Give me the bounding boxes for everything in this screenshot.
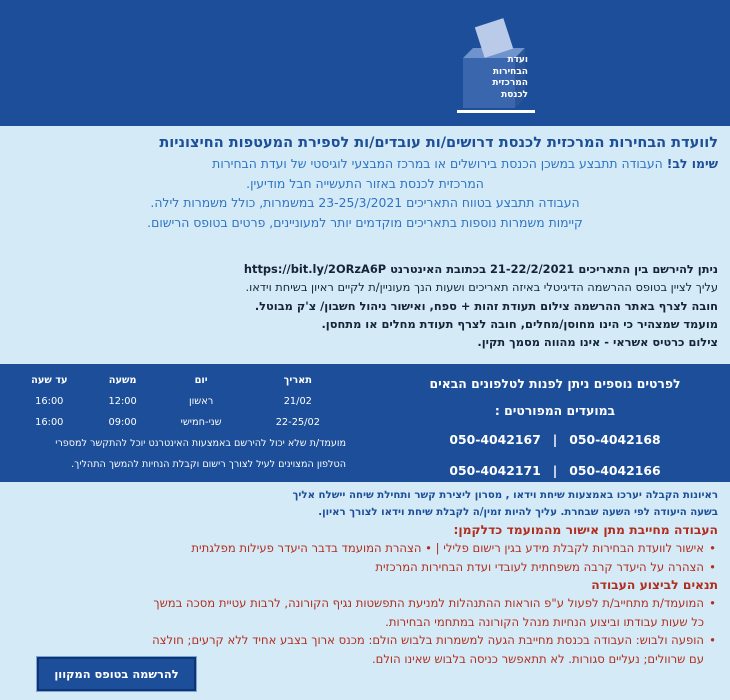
schedule-header-row [8, 370, 348, 391]
phone-row [394, 455, 716, 486]
logo-line: לכנסת [501, 89, 528, 100]
schedule-cell: 09:00 [108, 417, 137, 428]
registration-link[interactable]: https://bit.ly/2ORzA6P [243, 262, 387, 276]
phone-number[interactable]: 050-4042166 [569, 463, 661, 478]
schedule-note: מועמד/ת שלא יכול להירשם באמצעות האינטרנט יוכל להתקשר למספרי [55, 438, 346, 449]
list-item: כל שעות עבודתו וביצוע הנחיות מנהל הקורונה במתחמי הבחירות. [385, 614, 704, 629]
phone-row [394, 424, 716, 455]
warn-label: שימו לב! [666, 156, 718, 171]
intro-section [12, 132, 718, 232]
registration-section [12, 260, 718, 351]
requirements-heading: העבודה מחייבת מתן אישור מהמועמד כדלקמן: [453, 523, 718, 537]
list-item: • המועמד/ת מתחייב/ת לפעול ע"פ הוראות ההתנהלות למניעת התפשטות נגיף הקורונה, לרבות עטיית מסכה במשך [12, 594, 718, 613]
schedule-cell: 22-25/02 [275, 417, 320, 428]
interview-line: בשעה היעודה לפי השעה שבחרת. עליך להיות זמין/ה לקבלת שיחת וידאו לצורך ראיון. [318, 506, 718, 518]
intro-line: המרכזית לכנסת באזור התעשייה חבל מודיעין. [246, 175, 484, 191]
schedule-cell: 12:00 [108, 396, 137, 407]
phone-heading: לפרטים נוספים ניתן לפנות לטלפונים הבאים [429, 376, 681, 391]
list-item: • הופעה ולבוש: העבודה בכנסת מחייבת הגעה למשמרות בלבוש הולם: מכנס ארוך בצבע אחיד ללא קרעים; חולצה [12, 631, 718, 650]
logo-text [492, 55, 528, 101]
schedule-row [8, 412, 348, 433]
phone-number[interactable]: 050-4042171 [449, 463, 541, 478]
contact-box [0, 364, 730, 482]
logo-line: ועדת [507, 55, 528, 65]
schedule-cell: 21/02 [283, 396, 312, 407]
list-item: עם שרוולים; נעליים סגורות. לא תתאפשר כניסה בלבוש שאינו הולם. [371, 651, 704, 666]
phone-list [394, 370, 716, 486]
schedule-note: הטלפון המצוינים לעיל לצורך רישום וקבלת הנחיות להמשך התהליך. [71, 459, 346, 470]
registration-line: מועמד שמצהיר כי הינו מחוסן/מחלים, חובה לצרף תעודת מחלים או מתחסן. [321, 316, 718, 331]
conditions-heading: תנאים לביצוע העבודה [591, 578, 718, 592]
registration-line: עליך לציין בטופס ההרשמה הדיגיטלי באיזה תאריכים ושעות הנך מעוניין/ת לקיים ראיון בשיחת וידאו. [245, 280, 718, 295]
registration-line: חובה לצרף באתר ההרשמה צילום תעודת זהות + ספח, ואישור ניהול חשבון/ צ'ק מבוטל. [254, 298, 718, 313]
schedule-header: יום [194, 375, 208, 386]
page-title: לוועדת הבחירות המרכזית לכנסת דרושים/ות עובדים/ות לספירת המעטפות החיצוניות [159, 135, 718, 151]
phone-subheading: במועדים המפורטים : [494, 403, 616, 418]
intro-line [12, 154, 718, 174]
interview-line: ראיונות הקבלה יערכו באמצעות שיחת וידאו , מסרון ליצירת קשר ותחילת שיחה יישלח אליך [292, 490, 718, 501]
phone-separator: | [552, 432, 558, 447]
schedule-header: עד שעה [31, 375, 68, 386]
details-section [12, 488, 718, 668]
registration-line [12, 260, 718, 278]
logo-line: המרכזית [492, 78, 528, 88]
requirements-list [12, 539, 718, 576]
phone-number[interactable]: 050-4042168 [569, 432, 661, 447]
list-item: • הצהרה על היעדר קרבה משפחתית לעובדי ועדת הבחירות המרכזית [12, 558, 718, 577]
schedule-cell: 16:00 [35, 396, 64, 407]
schedule-row [8, 391, 348, 412]
online-registration-button[interactable]: להרשמה בטופס המקוון [36, 656, 197, 692]
list-item: • אישור לוועדת הבחירות לקבלת מידע בגין רישום פלילי | • הצהרת המועמד בדבר היעדר פעילות מפלגתית [12, 539, 718, 558]
registration-dates-text: ניתן להירשם בין התאריכים 21-22/2/2021 בכתובת האינטרנט [386, 262, 718, 276]
logo-line: הבחירות [492, 66, 528, 77]
schedule-cell: ראשון [188, 396, 214, 407]
schedule-cell: 16:00 [35, 417, 64, 428]
intro-line: קיימות משמרות נוספות בתאריכים מוקדמים יותר למעוניינים, פרטים בטופס הרישום. [147, 214, 583, 230]
header-banner [0, 0, 730, 126]
schedule-cell: שני-חמישי [180, 417, 222, 428]
schedule-header: תאריך [283, 375, 312, 386]
phone-number[interactable]: 050-4042167 [449, 432, 541, 447]
phone-separator: | [552, 463, 558, 478]
schedule-table [0, 370, 374, 475]
registration-line: צילום כרטיס אשראי - אינו מהווה מסמך תקין. [477, 335, 718, 350]
intro-line: העבודה תתבצע בטווח התאריכים 23-25/3/2021 במשמרות, כולל משמרות לילה. [150, 195, 580, 210]
schedule-header: משעה [108, 375, 137, 386]
intro-line-text: העבודה תתבצע במשכן הכנסת בירושלים או במרכז המבצעי לוגיסטי של ועדת הבחירות [212, 156, 667, 171]
